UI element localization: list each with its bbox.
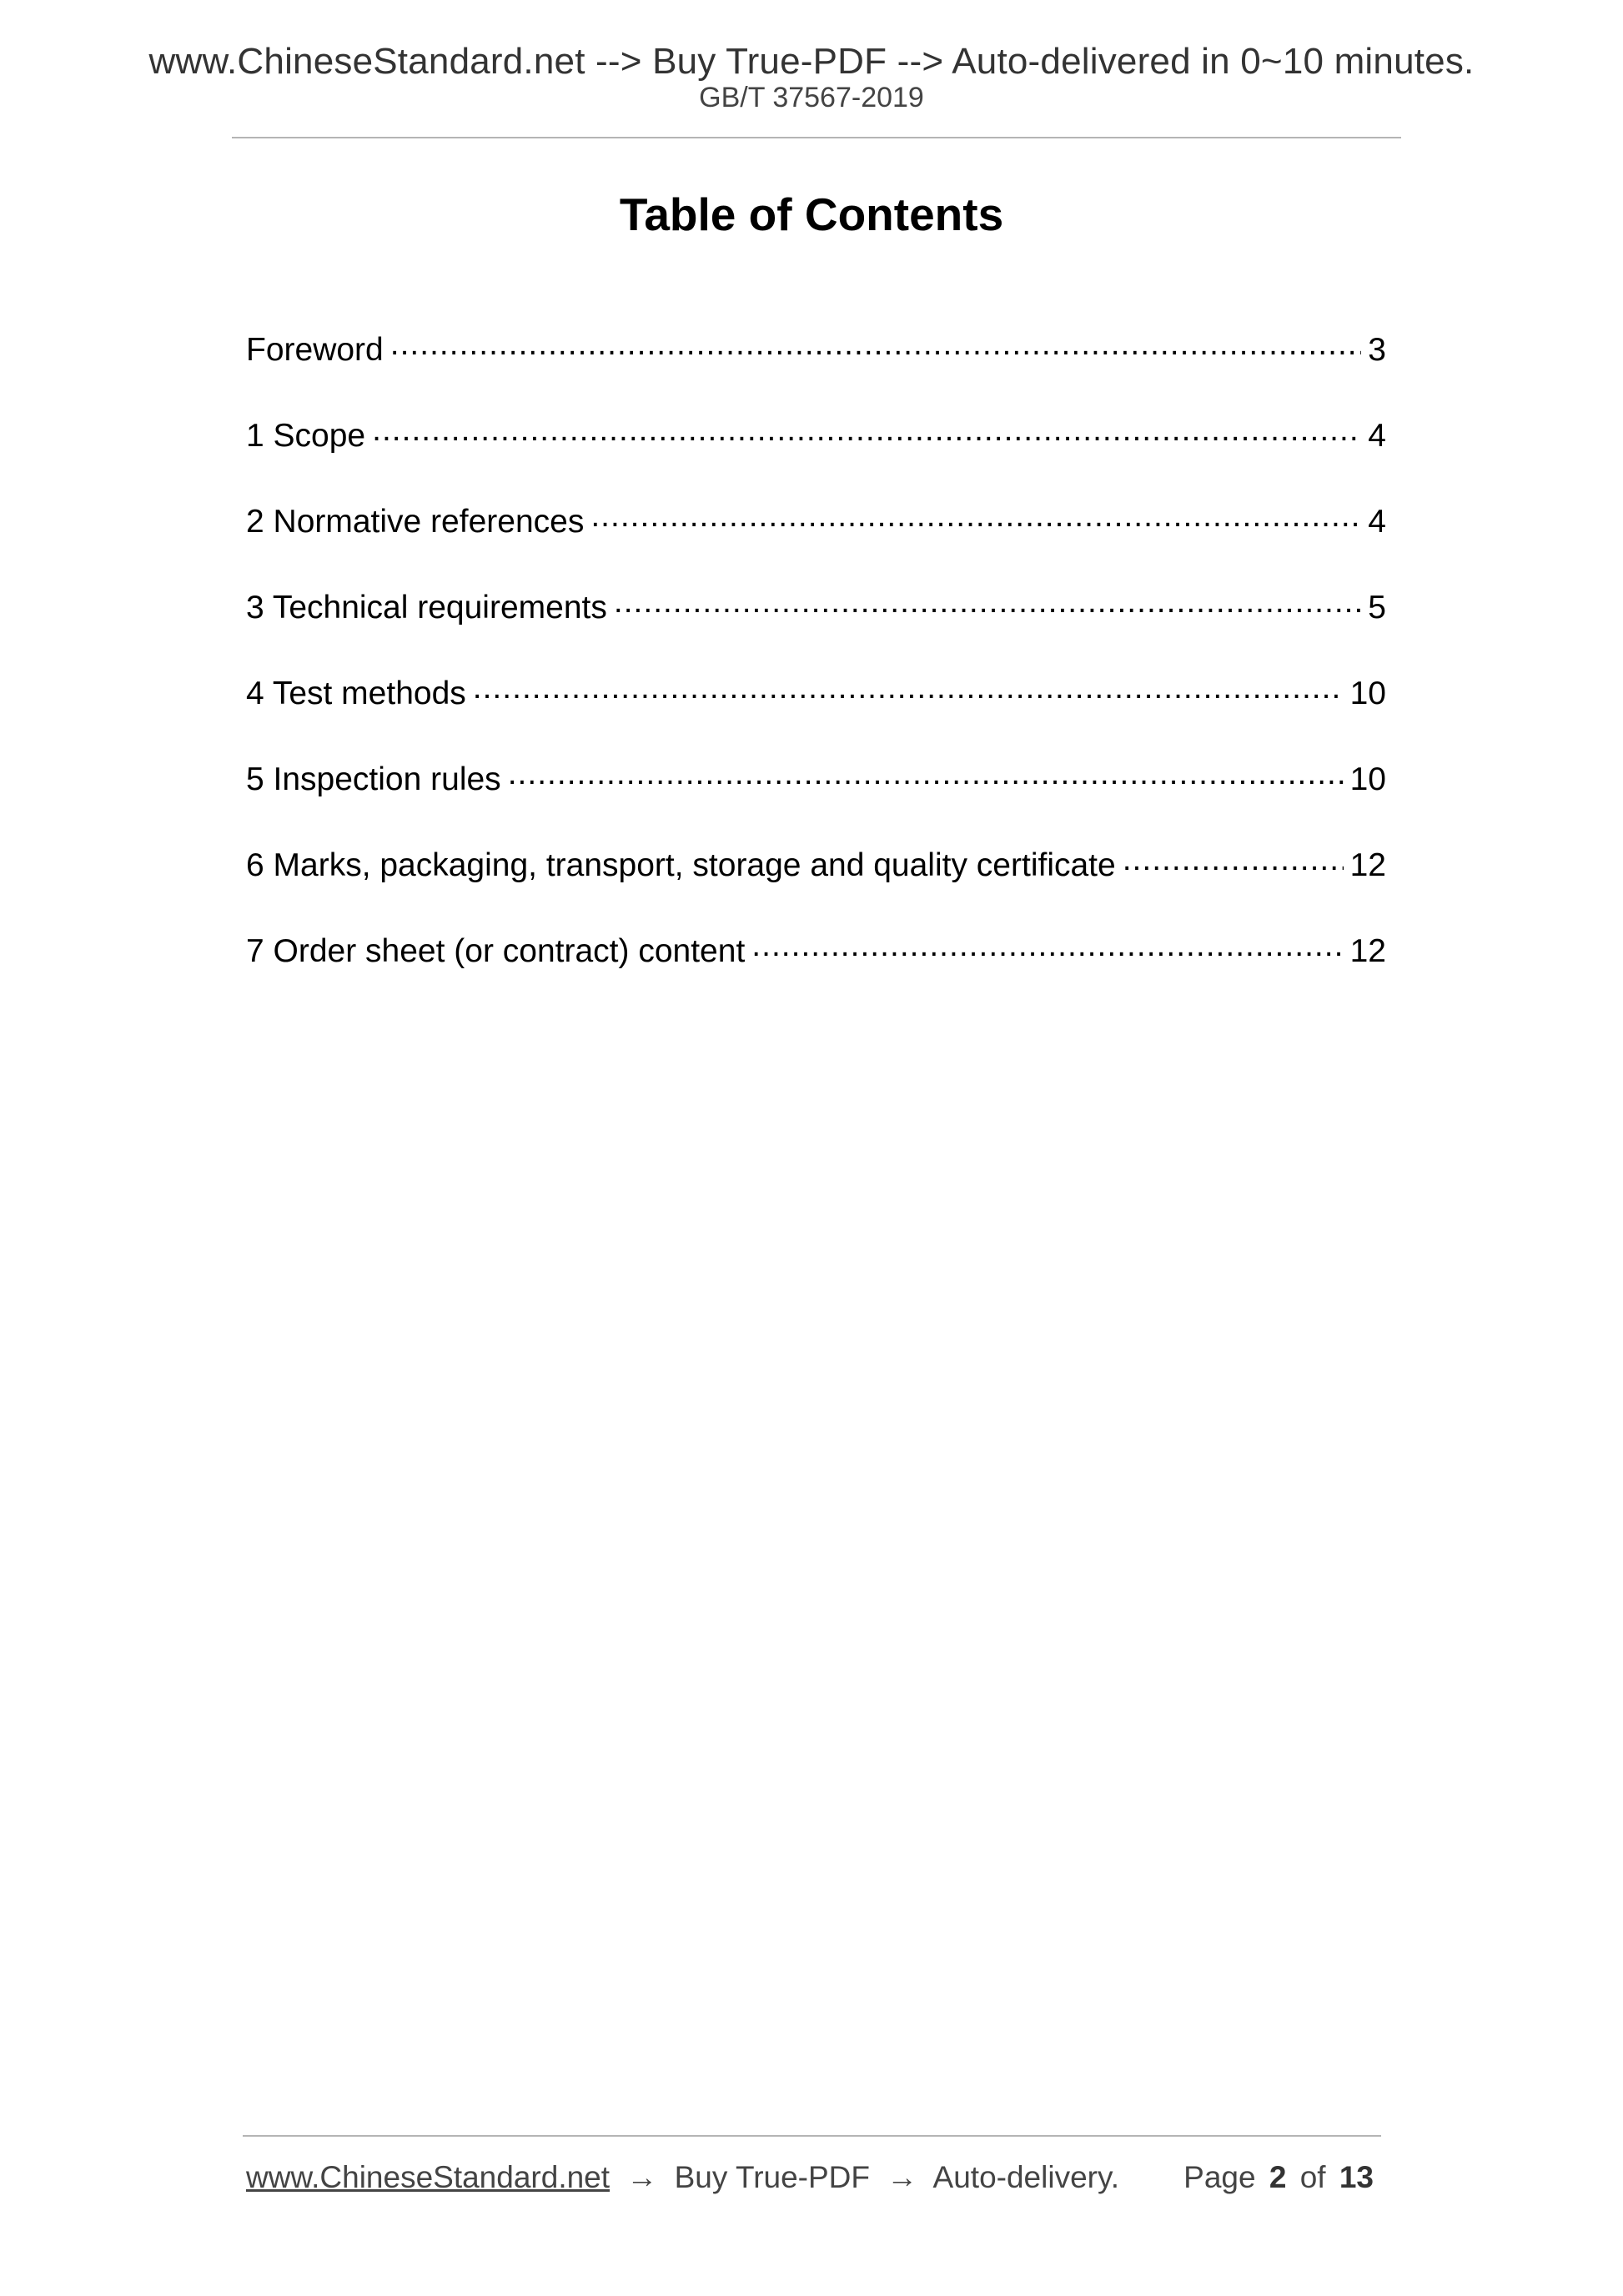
toc-leader-dots bbox=[390, 328, 1362, 360]
delivery-text: Auto-delivery. bbox=[932, 2160, 1120, 2194]
toc-entry-page: 4 bbox=[1368, 418, 1386, 454]
toc-leader-dots bbox=[372, 414, 1361, 446]
toc-leader-dots bbox=[614, 585, 1361, 618]
toc-entry-label: 6 Marks, packaging, transport, storage and quality certificate bbox=[246, 847, 1116, 883]
footer-divider bbox=[243, 2135, 1381, 2137]
toc-entry-inspection-rules[interactable] bbox=[246, 757, 1386, 843]
toc-entry-test-methods[interactable] bbox=[246, 671, 1386, 757]
toc-entry-marks-packaging[interactable] bbox=[246, 843, 1386, 929]
toc-entry-label: 4 Test methods bbox=[246, 676, 466, 711]
toc-entry-technical-requirements[interactable] bbox=[246, 585, 1386, 671]
toc-leader-dots bbox=[751, 929, 1343, 962]
toc-entry-page: 4 bbox=[1368, 504, 1386, 540]
arrow-right-icon: → bbox=[626, 2160, 658, 2194]
toc-leader-dots bbox=[508, 757, 1344, 790]
toc-entry-order-sheet[interactable] bbox=[246, 929, 1386, 1015]
toc-entry-foreword[interactable] bbox=[246, 328, 1386, 414]
toc-entry-label: 7 Order sheet (or contract) content bbox=[246, 933, 746, 969]
arrow-right-icon: → bbox=[887, 2160, 918, 2194]
toc-list bbox=[246, 328, 1386, 1015]
site-banner: www.ChineseStandard.net --> Buy True-PDF --> Auto-delivered in 0~10 minutes. bbox=[148, 41, 1475, 82]
toc-entry-page: 12 bbox=[1349, 933, 1386, 969]
of-word: of bbox=[1299, 2160, 1326, 2194]
toc-entry-scope[interactable] bbox=[246, 414, 1386, 500]
toc-entry-label: 5 Inspection rules bbox=[246, 761, 501, 797]
site-link[interactable]: www.ChineseStandard.net bbox=[246, 2160, 611, 2194]
toc-entry-label: Foreword bbox=[246, 332, 384, 368]
page-footer bbox=[246, 2162, 1374, 2193]
toc-entry-normative-references[interactable] bbox=[246, 500, 1386, 585]
footer-promo bbox=[246, 2162, 1119, 2193]
toc-leader-dots bbox=[590, 500, 1361, 532]
toc-entry-page: 5 bbox=[1368, 590, 1386, 625]
toc-title: Table of Contents bbox=[619, 188, 1004, 240]
toc-entry-page: 10 bbox=[1349, 676, 1386, 711]
current-page: 2 bbox=[1269, 2160, 1287, 2194]
page-number bbox=[1178, 2162, 1374, 2193]
toc-entry-page: 10 bbox=[1349, 761, 1386, 797]
toc-entry-page: 12 bbox=[1349, 847, 1386, 883]
toc-leader-dots bbox=[1123, 843, 1344, 876]
toc-entry-label: 3 Technical requirements bbox=[246, 590, 607, 625]
total-pages: 13 bbox=[1339, 2160, 1374, 2194]
toc-leader-dots bbox=[473, 671, 1344, 704]
toc-entry-page: 3 bbox=[1368, 332, 1386, 368]
header-divider bbox=[232, 137, 1401, 138]
toc-entry-label: 1 Scope bbox=[246, 418, 366, 454]
toc-entry-label: 2 Normative references bbox=[246, 504, 585, 540]
standard-code: GB/T 37567-2019 bbox=[699, 82, 924, 113]
page-word: Page bbox=[1183, 2160, 1256, 2194]
buy-text: Buy True-PDF bbox=[674, 2160, 871, 2194]
